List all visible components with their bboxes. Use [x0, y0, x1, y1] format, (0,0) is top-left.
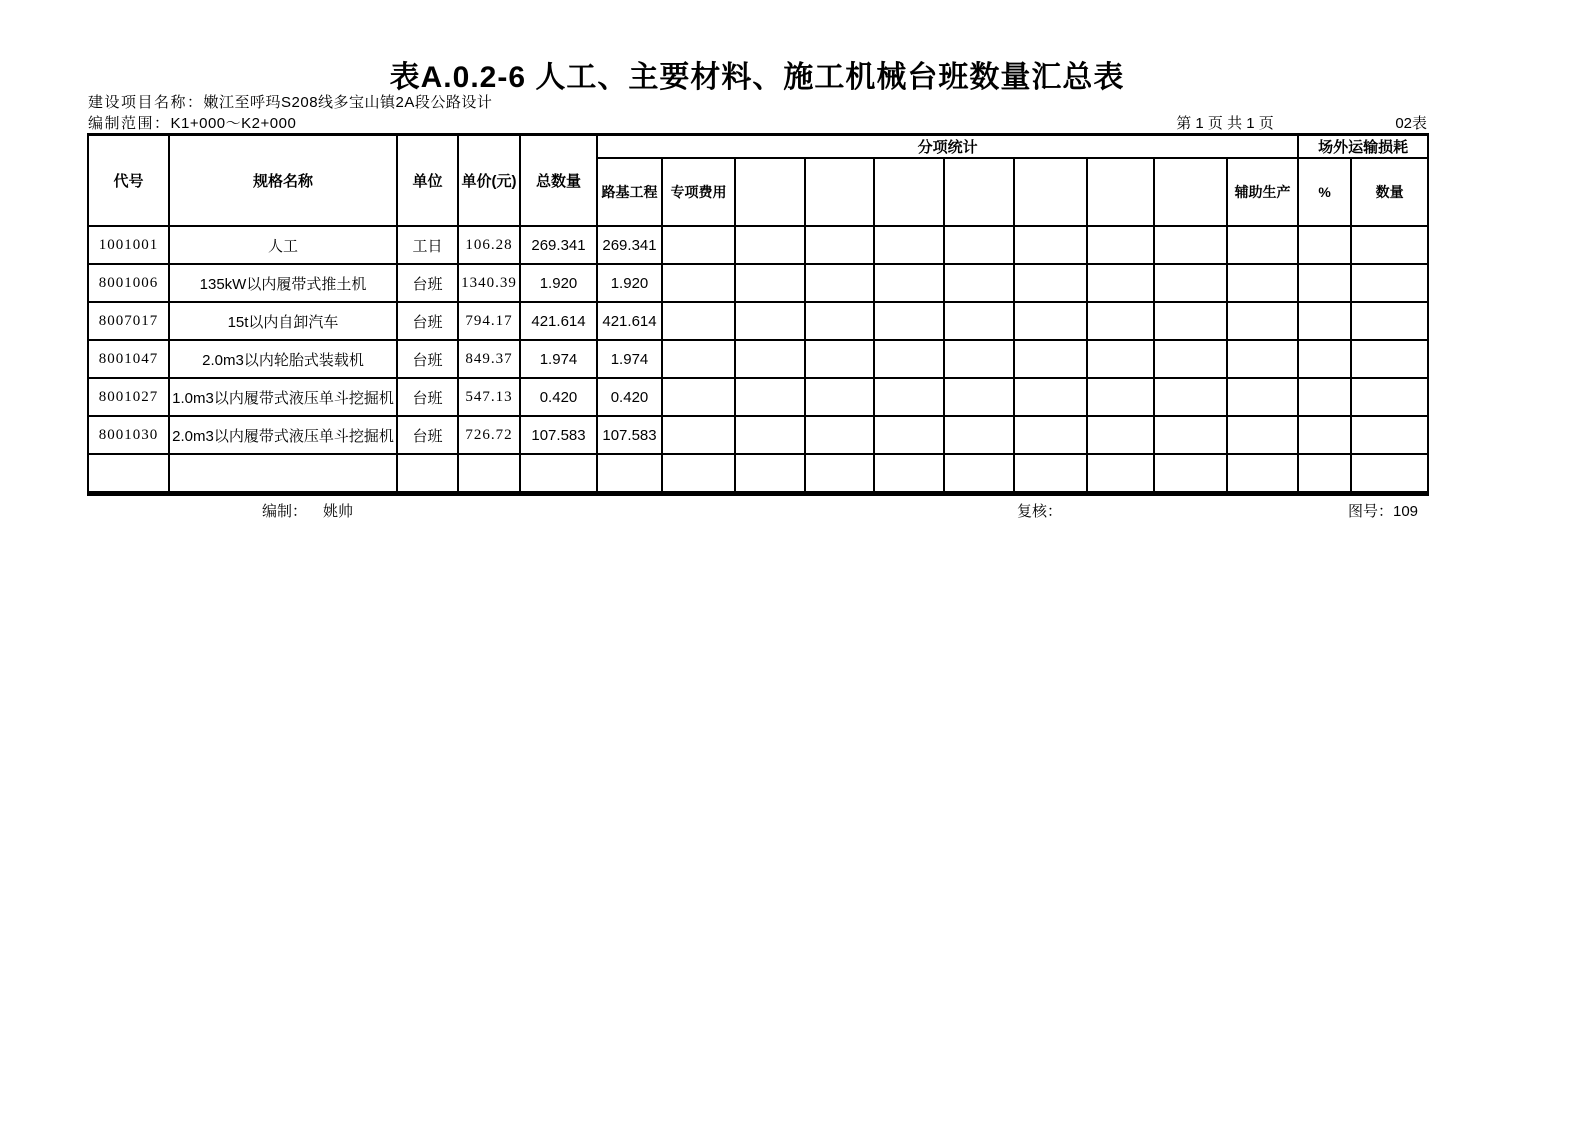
cell-empty	[1154, 264, 1227, 302]
group-header-offsite-loss: 场外运输损耗	[1298, 135, 1428, 159]
cell-total-qty: 421.614	[520, 302, 597, 340]
cell-empty	[1154, 454, 1227, 493]
footer-reviewer: 复核：	[1017, 503, 1063, 520]
cell-offsite-qty	[1351, 302, 1428, 340]
cell-empty	[1087, 416, 1154, 454]
col-header-roadbed: 路基工程	[597, 158, 662, 226]
cell-empty	[944, 264, 1014, 302]
cell-empty	[1087, 454, 1154, 493]
cell-unit-price: 849.37	[458, 340, 520, 378]
cell-empty	[874, 264, 944, 302]
table-row-empty	[88, 454, 1428, 493]
cell-offsite-pct	[1298, 264, 1351, 302]
cell-empty	[805, 378, 874, 416]
cell-empty	[874, 340, 944, 378]
cell-spec-name: 2.0m3以内履带式液压单斗挖掘机	[169, 416, 397, 454]
cell-offsite-pct	[1298, 378, 1351, 416]
cell-empty	[1087, 340, 1154, 378]
cell-empty	[735, 226, 805, 264]
cell-special-qty	[662, 264, 735, 302]
cell-unit: 台班	[397, 302, 458, 340]
cell-empty	[169, 454, 397, 493]
table-row	[88, 416, 1428, 454]
cell-empty	[1154, 226, 1227, 264]
cell-empty	[735, 302, 805, 340]
col-header-empty	[1014, 158, 1087, 226]
cell-empty	[735, 454, 805, 493]
cell-aux-qty	[1227, 302, 1298, 340]
cell-code: 8001027	[88, 378, 169, 416]
cell-empty	[944, 226, 1014, 264]
cell-empty	[1154, 302, 1227, 340]
header-row-groups	[88, 135, 1428, 159]
cell-unit: 台班	[397, 340, 458, 378]
cell-offsite-pct	[1298, 302, 1351, 340]
col-header-unit-price: 单价(元)	[458, 135, 520, 227]
cell-empty	[805, 416, 874, 454]
cell-spec-name: 135kW以内履带式推土机	[169, 264, 397, 302]
cell-special-qty	[662, 340, 735, 378]
table-row	[88, 264, 1428, 302]
cell-empty	[1014, 264, 1087, 302]
cell-empty	[520, 454, 597, 493]
cell-offsite-qty	[1351, 416, 1428, 454]
cell-roadbed-qty: 107.583	[597, 416, 662, 454]
cell-special-qty	[662, 302, 735, 340]
project-name-value: 嫩江至呼玛S208线多宝山镇2A段公路设计	[203, 94, 493, 111]
cell-empty	[735, 416, 805, 454]
cell-empty	[597, 454, 662, 493]
cell-total-qty: 1.920	[520, 264, 597, 302]
cell-spec-name: 人工	[169, 226, 397, 264]
cell-roadbed-qty: 1.920	[597, 264, 662, 302]
form-number: 02表	[1395, 115, 1427, 132]
cell-unit-price: 106.28	[458, 226, 520, 264]
scope-line	[88, 112, 296, 133]
cell-empty	[1014, 378, 1087, 416]
cell-empty	[944, 454, 1014, 493]
cell-aux-qty	[1227, 416, 1298, 454]
col-header-offsite-pct: %	[1298, 158, 1351, 226]
cell-empty	[874, 226, 944, 264]
col-header-spec-name: 规格名称	[169, 135, 397, 227]
compiler-name: 姚帅	[323, 503, 354, 520]
cell-empty	[397, 454, 458, 493]
cell-empty	[1014, 454, 1087, 493]
cell-unit-price: 1340.39	[458, 264, 520, 302]
col-header-total-qty: 总数量	[520, 135, 597, 227]
cell-empty	[944, 378, 1014, 416]
cell-empty	[805, 454, 874, 493]
cell-empty	[805, 226, 874, 264]
cell-empty	[1087, 302, 1154, 340]
cell-empty	[944, 416, 1014, 454]
cell-empty	[1014, 416, 1087, 454]
cell-spec-name: 1.0m3以内履带式液压单斗挖掘机	[169, 378, 397, 416]
summary-table	[87, 133, 1429, 496]
cell-unit-price: 547.13	[458, 378, 520, 416]
cell-total-qty: 269.341	[520, 226, 597, 264]
cell-spec-name: 2.0m3以内轮胎式装载机	[169, 340, 397, 378]
cell-offsite-pct	[1298, 340, 1351, 378]
cell-code: 8001047	[88, 340, 169, 378]
col-header-empty	[1154, 158, 1227, 226]
cell-empty	[1154, 340, 1227, 378]
scope-value: K1+000～K2+000	[170, 115, 297, 132]
page-title: 表A.0.2-6 人工、主要材料、施工机械台班数量汇总表	[389, 61, 1125, 94]
cell-empty	[944, 302, 1014, 340]
table-row	[88, 226, 1428, 264]
scope-label: 编制范围：	[88, 115, 171, 132]
cell-empty	[735, 378, 805, 416]
cell-empty	[1087, 226, 1154, 264]
project-name-label: 建设项目名称：	[88, 94, 204, 111]
project-name-line	[88, 91, 492, 112]
cell-empty	[1298, 454, 1351, 493]
cell-code: 1001001	[88, 226, 169, 264]
cell-unit: 台班	[397, 264, 458, 302]
cell-offsite-qty	[1351, 378, 1428, 416]
table-row	[88, 378, 1428, 416]
cell-special-qty	[662, 226, 735, 264]
cell-spec-name: 15t以内自卸汽车	[169, 302, 397, 340]
cell-empty	[1154, 416, 1227, 454]
cell-roadbed-qty: 421.614	[597, 302, 662, 340]
col-header-unit: 单位	[397, 135, 458, 227]
cell-unit-price: 726.72	[458, 416, 520, 454]
cell-empty	[1014, 340, 1087, 378]
cell-total-qty: 107.583	[520, 416, 597, 454]
col-header-code: 代号	[88, 135, 169, 227]
cell-aux-qty	[1227, 340, 1298, 378]
cell-code: 8007017	[88, 302, 169, 340]
cell-empty	[1087, 264, 1154, 302]
cell-offsite-pct	[1298, 416, 1351, 454]
cell-empty	[735, 340, 805, 378]
cell-roadbed-qty: 0.420	[597, 378, 662, 416]
cell-empty	[88, 454, 169, 493]
cell-offsite-qty	[1351, 340, 1428, 378]
cell-offsite-qty	[1351, 226, 1428, 264]
cell-empty	[735, 264, 805, 302]
cell-empty	[1351, 454, 1428, 493]
cell-unit: 台班	[397, 378, 458, 416]
cell-empty	[1154, 378, 1227, 416]
cell-roadbed-qty: 269.341	[597, 226, 662, 264]
cell-empty	[1087, 378, 1154, 416]
cell-empty	[1014, 226, 1087, 264]
group-header-sub-stats: 分项统计	[597, 135, 1298, 159]
col-header-empty	[874, 158, 944, 226]
page-number: 第 1 页 共 1 页	[1176, 115, 1274, 132]
cell-empty	[458, 454, 520, 493]
footer-drawing-number: 图号：109	[1348, 503, 1419, 520]
col-header-offsite-qty: 数量	[1351, 158, 1428, 226]
cell-empty	[874, 302, 944, 340]
table-row	[88, 302, 1428, 340]
cell-unit-price: 794.17	[458, 302, 520, 340]
cell-total-qty: 0.420	[520, 378, 597, 416]
cell-empty	[805, 302, 874, 340]
cell-unit: 台班	[397, 416, 458, 454]
cell-offsite-pct	[1298, 226, 1351, 264]
cell-empty	[662, 454, 735, 493]
cell-empty	[944, 340, 1014, 378]
cell-empty	[805, 264, 874, 302]
cell-code: 8001006	[88, 264, 169, 302]
cell-empty	[1014, 302, 1087, 340]
cell-empty	[1227, 454, 1298, 493]
cell-special-qty	[662, 378, 735, 416]
cell-code: 8001030	[88, 416, 169, 454]
cell-roadbed-qty: 1.974	[597, 340, 662, 378]
cell-aux-qty	[1227, 264, 1298, 302]
cell-empty	[874, 416, 944, 454]
cell-aux-qty	[1227, 378, 1298, 416]
compiler-label: 编制：	[262, 503, 308, 520]
col-header-aux: 辅助生产	[1227, 158, 1298, 226]
footer-compiler	[262, 500, 353, 521]
col-header-special: 专项费用	[662, 158, 735, 226]
cell-empty	[874, 454, 944, 493]
cell-empty	[805, 340, 874, 378]
cell-empty	[874, 378, 944, 416]
cell-special-qty	[662, 416, 735, 454]
cell-unit: 工日	[397, 226, 458, 264]
cell-total-qty: 1.974	[520, 340, 597, 378]
col-header-empty	[1087, 158, 1154, 226]
cell-aux-qty	[1227, 226, 1298, 264]
col-header-empty	[735, 158, 805, 226]
col-header-empty	[805, 158, 874, 226]
table-row	[88, 340, 1428, 378]
col-header-empty	[944, 158, 1014, 226]
cell-offsite-qty	[1351, 264, 1428, 302]
